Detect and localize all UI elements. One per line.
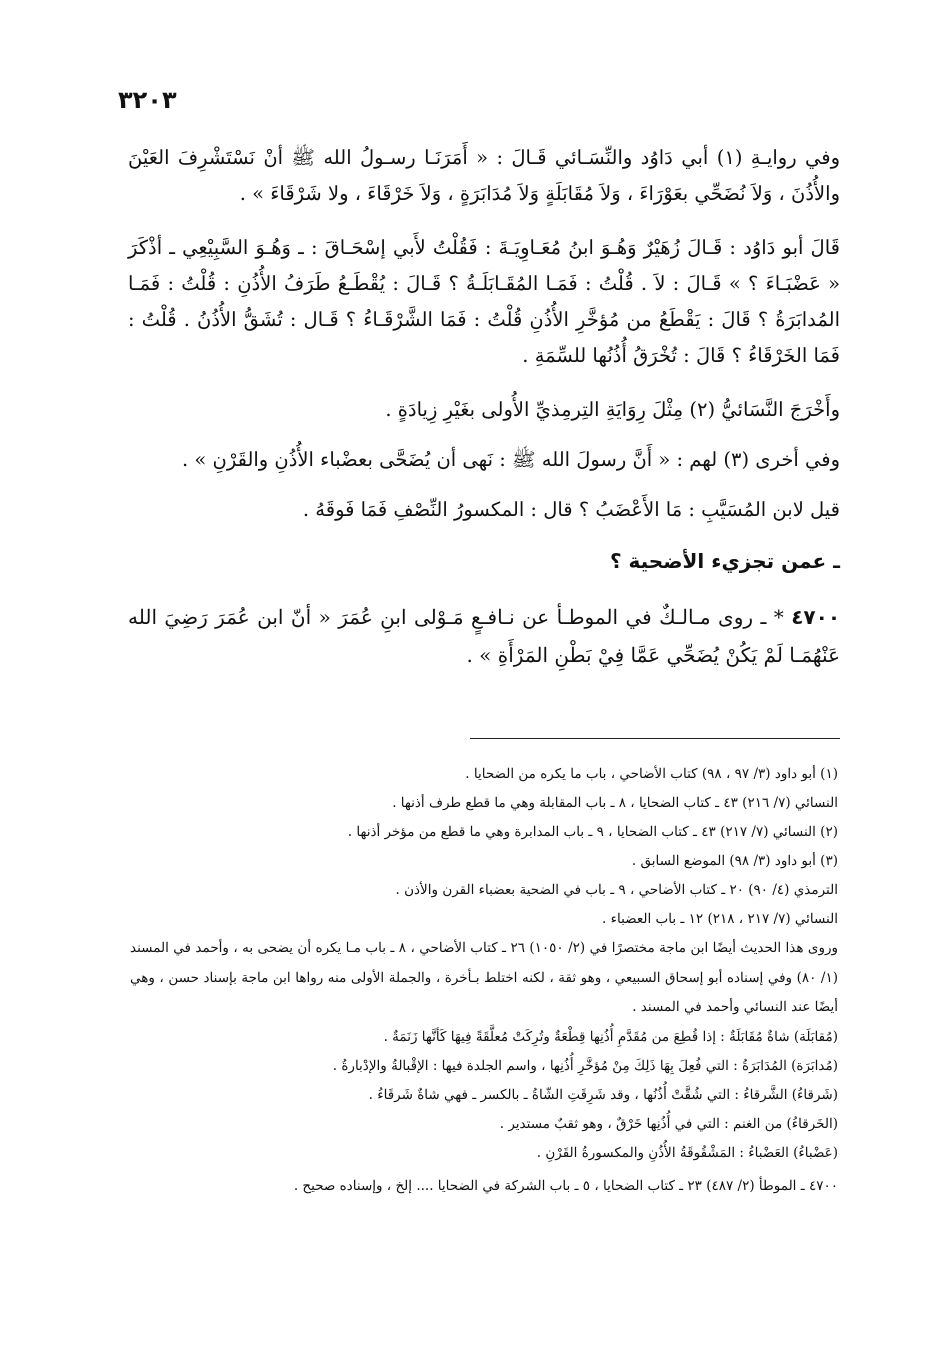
hadith-number: ٤٧٠٠ xyxy=(791,605,841,629)
gloss-sharqa: (شَرقاءُ) الشَّرقاءُ : التي شُقَّتْ أُذُنُها ، وقد شَرِقَتِ الشّاةُ ـ بالكسر ـ فهي شاةٌ شَرقَاءُ . xyxy=(368,1086,838,1103)
hadith-text: ـ روى مـالـكٌ في الموطـأ عن نـافـعٍ مَـوْلى ابنِ عُمَرَ « أنّ ابن عُمَرَ رَضِيَ الله عَنْهُمَـا لَمْ يَكُنْ يُضَحِّي عَمَّا فِيْ بَطْنِ المَرْأَةِ » . xyxy=(128,605,840,667)
section-heading: ـ عمن تجزيء الأضحية ؟ xyxy=(609,549,840,573)
footnote-divider xyxy=(470,738,840,739)
page-number: ٣٢٠٣ xyxy=(118,86,177,114)
gloss-adba: (عَضْباءُ) العَضْباءُ : المَشْقُوقَةُ الأُذُنِ والمكسورةُ القَرْنِ . xyxy=(536,1144,838,1161)
footnote-2: (٢) النسائي (٧/ ٢١٧) ٤٣ ـ كتاب الضحايا ، ٩ ـ باب المدابرة وهي ما قطع من مؤخر أذنها . xyxy=(347,824,838,840)
paragraph-abu-dawud-nasai: وفي روايـةِ (١) أبي دَاوُد والنِّسَـائي قَـالَ : « أَمَرَنَـا رسـولُ الله ﷺ أنْ نَسْتَشْرِفَ العَيْنَ والأُذُنَ ، وَلاَ نُضَحِّي بعَوْرَاءَ ، وَلاَ مُقَابَلَةٍ وَلاَ مُدَابَرَةٍ ، وَلاَ خَرْقَاءَ ، ولا شَرْقَاءَ » . xyxy=(128,146,841,205)
paragraph-zuhair-dialogue: قَالَ أبو دَاوُد : قَـالَ زُهَيْرٌ وَهُـوَ ابنُ مُعَـاوِيَـةَ : فَقُلْتُ لأَبي إسْحَـاقَ : ـ وَهُـوَ السَّبِيْعِي ـ أذْكَرَ « عَضْبَـاءَ ؟ » قَـالَ : لاَ . قُلْتُ : فَمَـا المُقَـابَلَـةُ ؟ قَـالَ : يُقْطَـعُ طَرَفُ الأُذُنِ : قُلْتُ : فَمَـا المُدابَرَةُ ؟ قَالَ : يَقْطَعُ من مُؤخَّرِ الأُذُنِ قُلْتُ : فَمَا الشَّرْقَـاءُ ؟ قَـال : تُشَقُّ الأُذُنُ . قُلْتُ : فَمَا الخَرْقَاءُ ؟ قَالَ : تُخْرَقُ أُذُنُها للسِّمَةِ . xyxy=(128,236,840,367)
footnote-3-nasai: النسائي (٧/ ٢١٧ ، ٢١٨) ١٢ ـ باب العضباء . xyxy=(602,911,838,927)
paragraph-other-narration: وفي أخرى (٣) لهم : « أَنَّ رسولَ الله ﷺ : نَهى أن يُضَحَّى بعضْباء الأُذُنِ والقَرْنِ » . xyxy=(181,448,840,471)
gloss-kharqa: (الخَرقاءُ) من الغنم : التي في أُذُنِها خَرْقٌ ، وهو ثقبٌ مستدير . xyxy=(499,1115,838,1132)
footnote-ibn-majah: وروى هذا الحديث أيضًا ابن ماجة مختصرًا في (٢/ ١٠٥٠) ٢٦ ـ كتاب الأضاحي ، ٨ ـ باب مـا يكره أن يضحى به ، وأحمد في المسند (١/ ٨٠) وفي إسناده أبو إسحاق السبيعي ، وهو ثقة ، لكنه اختلط بـأخرة ، والجملة الأولى منه رواها ابن ماجة بإسناد حسن ، وهي أيضًا عند النسائي وأحمد في المسند . xyxy=(130,940,839,1015)
star-icon: * xyxy=(773,605,784,629)
footnote-1-nasai: النسائي (٧/ ٢١٦) ٤٣ ـ كتاب الضحايا ، ٨ ـ باب المقابلة وهي ما قطع طرف أذنها . xyxy=(392,795,838,811)
hadith-4700 xyxy=(128,598,840,674)
gloss-mudabara: (مُدابَرَة) المُدَابَرَةُ : التي فُعِلَ بِهَا ذَلِكَ مِنْ مُؤخَّرِ أُذُنِها ، واسم الجلدة فيها : الإقْبالةُ والإدْبارةُ . xyxy=(332,1057,838,1074)
footnotes xyxy=(130,760,838,1201)
gloss-muqabala: (مُقابَلَة) شاةٌ مُقَابَلَةٌ : إذا قُطِعَ من مُقَدَّمِ أُذُنِها قِطْعَةٌ وتُرِكَتْ مُعلَّقَةً فِيهَا كَأنَّها زَنَمَةٌ . xyxy=(383,1028,838,1045)
footnote-1: (١) أبو داود (٣/ ٩٧ ، ٩٨) كتاب الأضاحي ، باب ما يكره من الضحايا . xyxy=(465,766,838,782)
paragraph-nasai-tirmidhi: وأَخْرَجَ النَّسَائيُّ (٢) مِثْلَ رِوَايَةِ التِرمِذيِّ الأُولى بغَيْرِ زِيادَةٍ . xyxy=(385,398,840,421)
main-text xyxy=(128,140,840,674)
footnote-3: (٣) أبو داود (٣/ ٩٨) الموضع السابق . xyxy=(631,853,838,869)
footnote-3-tirmidhi: الترمذي (٤/ ٩٠) ٢٠ ـ كتاب الأضاحي ، ٩ ـ باب في الضحية بعضباء القرن والأذن . xyxy=(395,882,838,898)
paragraph-ibn-musayyib: قيل لابن المُسَيَّبِ : مَا الأَعْضَبُ ؟ قال : المكسورُ النِّصْفِ فَمَا فَوقَهُ . xyxy=(302,498,840,521)
footnote-4700-source: ٤٧٠٠ ـ الموطأ (٢/ ٤٨٧) ٢٣ ـ كتاب الضحايا ، ٥ ـ باب الشركة في الضحايا .... إلخ ، وإسناده صحيح . xyxy=(293,1177,838,1194)
